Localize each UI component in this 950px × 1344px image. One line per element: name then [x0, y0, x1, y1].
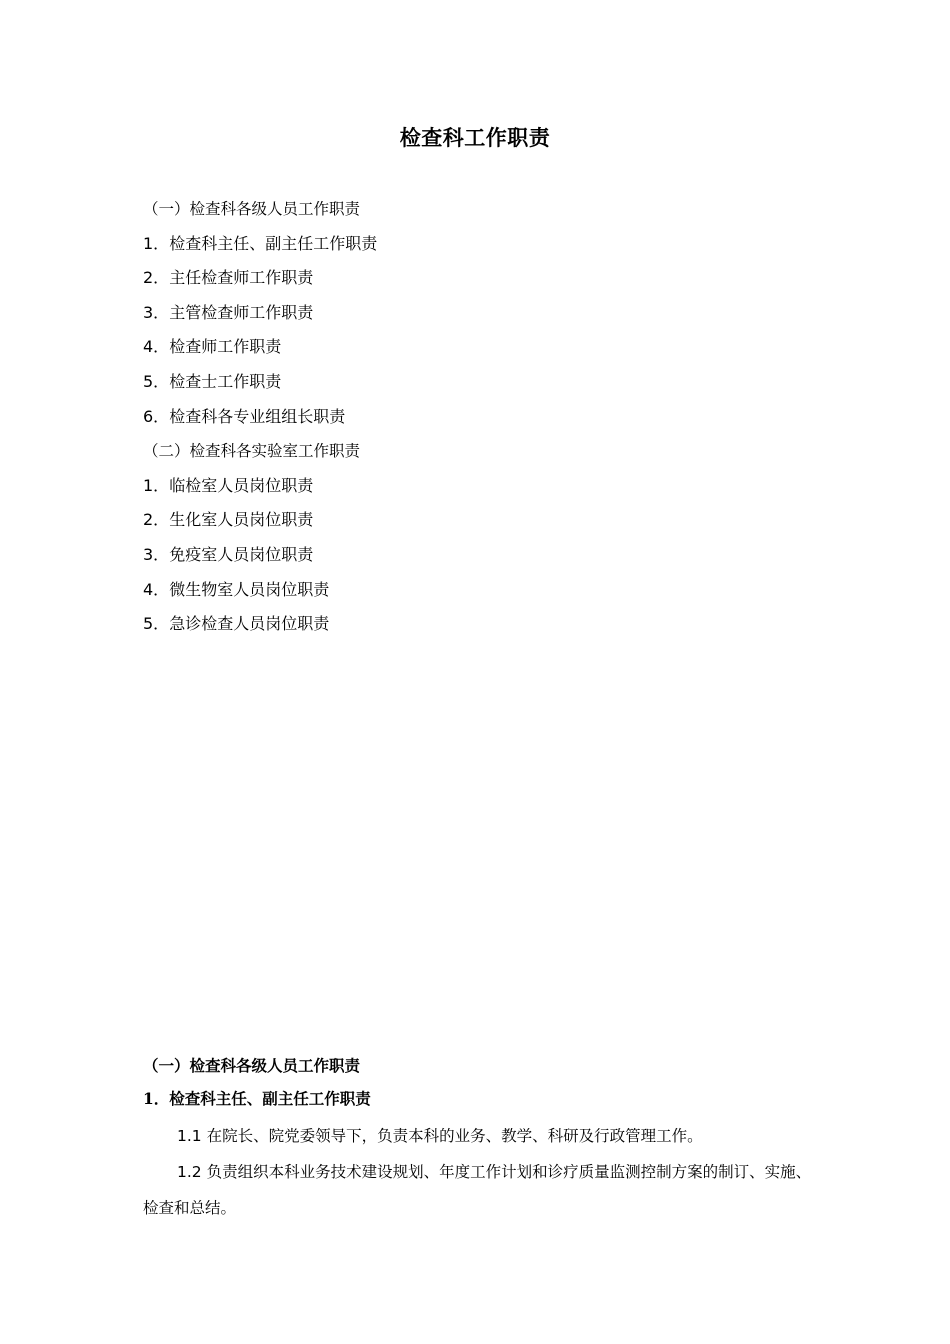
toc-item	[143, 403, 823, 438]
toc-item-number: 2．	[143, 268, 170, 288]
document-title: 检查科工作职责	[399, 125, 551, 150]
toc-item-number: 1．	[143, 233, 170, 253]
toc-item-text: 免疫室人员岗位职责	[169, 544, 314, 564]
table-of-contents	[143, 195, 823, 645]
toc-item-number: 4．	[143, 337, 170, 357]
paragraph-list	[143, 1118, 813, 1226]
body-section	[143, 1052, 813, 1226]
toc-item	[143, 541, 823, 576]
toc-item	[143, 472, 823, 507]
toc-item	[143, 333, 823, 368]
toc-item-text: （二）检查科各实验室工作职责	[143, 442, 361, 461]
toc-item-text: 主管检查师工作职责	[169, 302, 314, 322]
toc-item-text: 微生物室人员岗位职责	[169, 579, 330, 599]
toc-item-text: 检查科主任、副主任工作职责	[169, 233, 378, 253]
paragraph-text: 负责组织本科业务技术建设规划、年度工作计划和诊疗质量监测控制方案的制订、实施、检查和总结。	[143, 1163, 812, 1217]
toc-item-number: 1．	[143, 475, 170, 495]
toc-item-text: 临检室人员岗位职责	[169, 475, 314, 495]
toc-item	[143, 576, 823, 611]
toc-item-number: 3．	[143, 544, 170, 564]
toc-item-text: 检查师工作职责	[169, 337, 282, 357]
toc-item-number: 6．	[143, 406, 170, 426]
toc-item-text: 检查科各专业组组长职责	[169, 406, 346, 426]
toc-item-text: 生化室人员岗位职责	[169, 510, 314, 530]
paragraph-number: 1.1	[177, 1127, 202, 1145]
toc-item	[143, 506, 823, 541]
toc-item	[143, 610, 823, 645]
toc-item-text: 主任检查师工作职责	[169, 268, 314, 288]
toc-item	[143, 299, 823, 334]
toc-item-text: 检查士工作职责	[169, 371, 282, 391]
body-paragraph	[143, 1154, 813, 1226]
toc-item	[143, 230, 823, 265]
section-heading: （一）检查科各级人员工作职责	[143, 1056, 361, 1075]
paragraph-number: 1.2	[177, 1163, 202, 1181]
toc-item	[143, 264, 823, 299]
body-paragraph	[143, 1118, 813, 1154]
toc-item-number: 3．	[143, 302, 170, 322]
toc-item-text: 急诊检查人员岗位职责	[169, 614, 330, 634]
toc-section-heading	[143, 195, 823, 230]
toc-item-text: （一）检查科各级人员工作职责	[143, 200, 361, 218]
toc-item-number: 4．	[143, 579, 170, 599]
toc-item-number: 5．	[143, 614, 170, 634]
toc-item-number: 2．	[143, 510, 170, 530]
paragraph-text: 在院长、院党委领导下，负责本科的业务、教学、科研及行政管理工作。	[201, 1127, 703, 1145]
toc-section-heading	[143, 437, 823, 472]
sub-heading: 1．检查科主任、副主任工作职责	[143, 1089, 371, 1108]
toc-item	[143, 368, 823, 403]
toc-item-number: 5．	[143, 371, 170, 391]
